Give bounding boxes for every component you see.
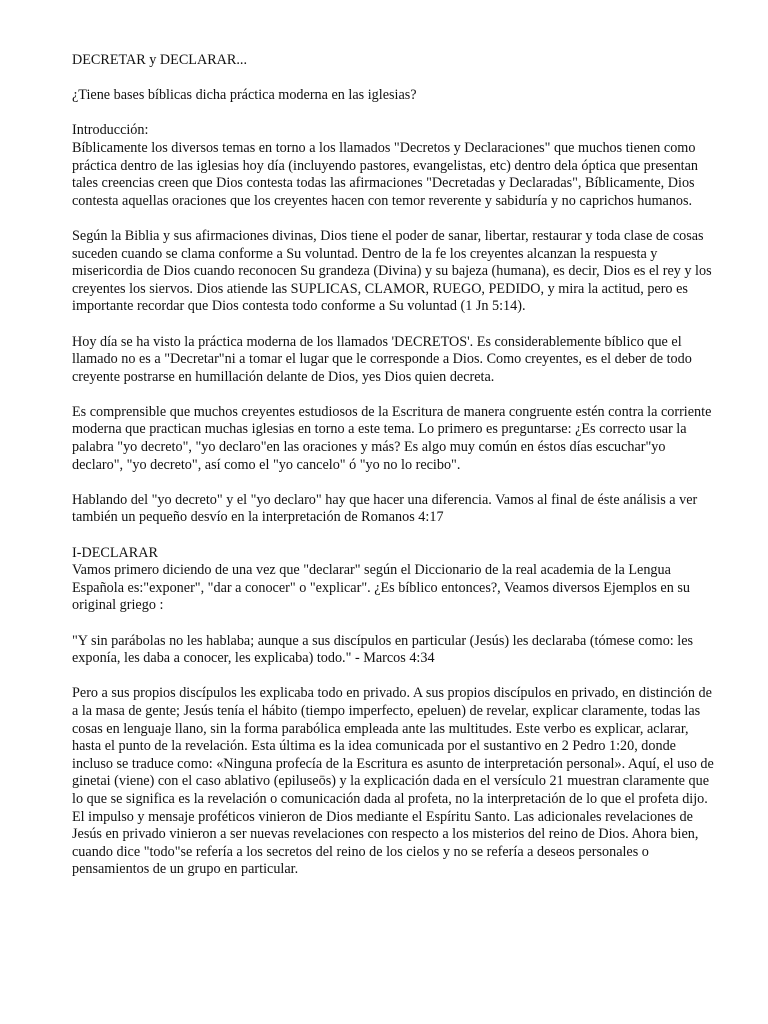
document-question: ¿Tiene bases bíblicas dicha práctica moderna en las iglesias? <box>72 87 417 104</box>
paragraph-explanation: Pero a sus propios discípulos les explicaba todo en privado. A sus propios discípulos en privado, en distinción de a la masa de gente; Jesús tenía el hábito (tiempo imperfecto, epeluen) de revelar, explicar claramente, todas las cosas en lenguaje llano, sin la forma parabólica empleada ante las multitudes. Este verbo es explicar, aclarar, hasta el punto de la revelación. Esta última es la idea comunicada por el sustantivo en 2 Pedro 1:20, donde incluso se traduce como: «Ninguna profecía de la Escritura es asunto de interpretación personal». Aquí, el uso de ginetai (viene) con el caso ablativo (epiluseōs) y la explicación dada en el versículo 21 muestran claramente que lo que se significa es la revelación o comunicación dada al profeta, no la interpretación de lo que el profeta dijo. El impulso y mensaje proféticos vinieron de Dios mediante el Espíritu Santo. Las adicionales revelaciones de Jesús en privado vinieron a ser nuevas revelaciones con respecto a los misterios del reino de Dios. Ahora bien, cuando dice "todo"se refería a los secretos del reino de los cielos y no se refería a deseos personales o pensamientos de un grupo en particular. <box>72 685 714 878</box>
intro-heading: Introducción: <box>72 122 149 139</box>
paragraph-modern-current: Es comprensible que muchos creyentes estudiosos de la Escritura de manera congruente estén contra la corriente moderna que practican muchas iglesias en torno a este tema. Lo primero es preguntarse: ¿Es correcto usar la palabra "yo decreto", "yo declaro"en las oraciones y más? Es algo muy común en éstos días escuchar"yo declaro", "yo decreto", así como el "yo cancelo" ó "yo no lo recibo". <box>72 403 712 473</box>
intro-paragraph: Bíblicamente los diversos temas en torno a los llamados "Decretos y Declaraciones" que muchos tienen como práctica dentro de las iglesias hoy día (incluyendo pastores, evangelistas, etc) dentro dela óptica que presentan tales creencias creen que Dios contesta todas las afirmaciones "Decretadas y Declaradas", Bíblicamente, Dios contesta aquellas oraciones que los creyentes hacen con temor reverente y sabiduría y no caprichos humanos. <box>72 139 698 209</box>
scripture-quote: "Y sin parábolas no les hablaba; aunque a sus discípulos en particular (Jesús) les declaraba (tómese como: les exponía, les daba a conocer, les explicaba) todo." - Marcos 4:34 <box>72 632 694 667</box>
document-title: DECRETAR y DECLARAR... <box>72 52 248 68</box>
section-declarar-body: Vamos primero diciendo de una vez que "declarar" según el Diccionario de la real academia de la Lengua Española es:"exponer", "dar a conocer" o "explicar". ¿Es bíblico entonces?, Veamos diversos Ejemplos en su original griego : <box>72 562 690 614</box>
paragraph-difference: Hablando del "yo decreto" y el "yo declaro" hay que hacer una diferencia. Vamos al final de éste análisis a ver también un pequeño desvío en la interpretación de Romanos 4:17 <box>72 491 698 526</box>
paragraph-decretos-practice: Hoy día se ha visto la práctica moderna de los llamados 'DECRETOS'. Es considerablemente bíblico que el llamado no es a "Decretar"ni a tomar el lugar que le corresponde a Dios. Como creyentes, es el deber de todo creyente postrarse en humillación delante de Dios, yes Dios quien decreta. <box>72 333 692 385</box>
section-heading-declarar: I-DECLARAR <box>72 544 158 561</box>
paragraph-power-of-god: Según la Biblia y sus afirmaciones divinas, Dios tiene el poder de sanar, libertar, restaurar y toda clase de cosas suceden cuando se clama conforme a Su voluntad. Dentro de la fe los creyentes alcanzan la respuesta y misericordia de Dios cuando reconocen Su grandeza (Divina) y su bajeza (humana), es decir, Dios es el rey y los creyentes los siervos. Dios atiende las SUPLICAS, CLAMOR, RUEGO, PEDIDO, y mira la actitud, pero es importante recordar que Dios contesta todo conforme a Su voluntad (1 Jn 5:14). <box>72 227 712 315</box>
